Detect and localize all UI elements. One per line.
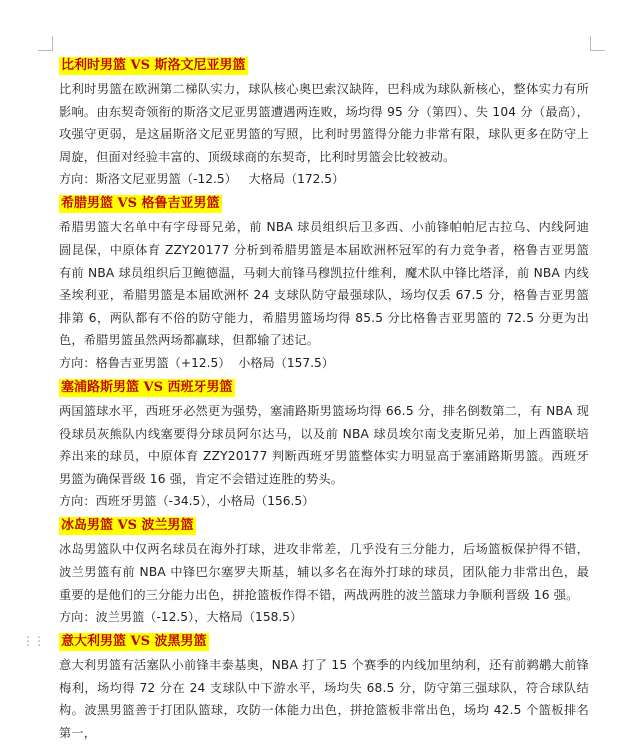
- section-direction: 方向：西班牙男篮（-34.5），小格局（156.5）: [59, 494, 315, 509]
- section-direction: 方向：波兰男篮（-12.5），大格局（158.5）: [59, 610, 303, 625]
- section-cyprus-spain: [59, 376, 589, 512]
- section-body: 比利时男篮在欧洲第二梯队实力，球队核心奥巴索汉缺阵，巴科成为球队新核心，整体实力有所影响。由东契奇领衔的斯洛文尼亚男篮遭遇两连败，场均得 95 分（第四）、失 104 分（最高），攻强守更弱，是这届斯洛文尼亚男篮的写照，比利时男篮得分能力非常有限，球队更多在防守上周旋，但面对经验丰富的、顶级球商的东契奇，比利时男篮会比较被动。: [59, 82, 589, 164]
- section-direction: 方向：斯洛文尼亚男篮（-12.5） 大格局（172.5）: [59, 172, 345, 187]
- section-body: 两国篮球水平，西班牙必然更为强势，塞浦路斯男篮场均得 66.5 分，排名倒数第二，有 NBA 现役球员灰熊队内线塞要得分球员阿尔达马，以及前 NBA 球员埃尔南戈麦斯兄弟，加上西篮联培养出来的球员，中原体育 ZZY20177 判断西班牙男篮整体实力明显高于塞浦路斯男篮。西班牙男篮为确保晋级 16 强，肯定不会错过连胜的势头。: [59, 403, 589, 486]
- section-body: 意大利男篮有活塞队小前锋丰泰基奥，NBA 打了 15 个赛季的内线加里纳利，还有前鹈鹕大前锋梅利，场均得 72 分在 24 支球队中下游水平，场均失 68.5 分，防守第三强球队，符合球队结构。波黑男篮善于打团队篮球，攻防一体能力出色，拼抢篮板非常出色，场均 42.5 个篮板排名第一，: [59, 658, 589, 740]
- drag-handle-icon[interactable]: ⋮⋮: [22, 634, 44, 648]
- page-corner-mark-top-right: [590, 36, 605, 51]
- section-heading: 比利时男篮 VS 斯洛文尼亚男篮: [61, 58, 246, 73]
- section-italy-bosnia: [59, 630, 589, 744]
- section-body: 冰岛男篮队中仅两名球员在海外打球，进攻非常差，几乎没有三分能力，后场篮板保护得不错，波兰男篮有前 NBA 中锋巴尔塞罗夫斯基，辅以多名在海外打球的球员，团队能力非常出色，最重要的是他们的三分能力出色，拼抢篮板作得不错，两战两胜的波兰篮球力争顺利晋级 16 强。: [59, 542, 589, 602]
- section-iceland-poland: [59, 514, 589, 628]
- section-heading: 希腊男篮 VS 格鲁吉亚男篮: [61, 196, 220, 212]
- section-belgium-slovenia: [59, 54, 589, 190]
- section-body: 希腊男篮大名单中有字母哥兄弟，前 NBA 球员组织后卫多西、小前锋帕帕尼古拉乌、内线阿迪圆昆保，中原体育 ZZY20177 分析到希腊男篮是本届欧洲杯冠军的有力竞争者，格鲁吉亚男篮有前 NBA 球员组织后卫鲍德温，马刺大前锋马穆凯拉什维利，魔术队中锋比塔泽，前 NBA 内线圣埃利亚，希腊男篮是本届欧洲杯 24 支球队防守最强球队，场均仅丢 67.5 分，格鲁吉亚男篮排第 6，两队都有不俗的防守能力，希腊男篮场均得 85.5 分比格鲁吉亚男篮的 72.5 分更为出色，希腊男篮虽然两场都赢球，但都输了述记。: [59, 220, 589, 348]
- section-heading: 意大利男篮 VS 波黑男篮: [61, 634, 207, 650]
- section-direction: 方向：格鲁吉亚男篮（+12.5） 小格局（157.5）: [59, 355, 334, 370]
- page-corner-mark-top-left: [38, 36, 53, 51]
- document-content: [59, 54, 589, 744]
- section-heading: 冰岛男篮 VS 波兰男篮: [61, 518, 194, 534]
- section-greece-georgia: [59, 192, 589, 374]
- section-heading: 塞浦路斯男篮 VS 西班牙男篮: [61, 379, 233, 395]
